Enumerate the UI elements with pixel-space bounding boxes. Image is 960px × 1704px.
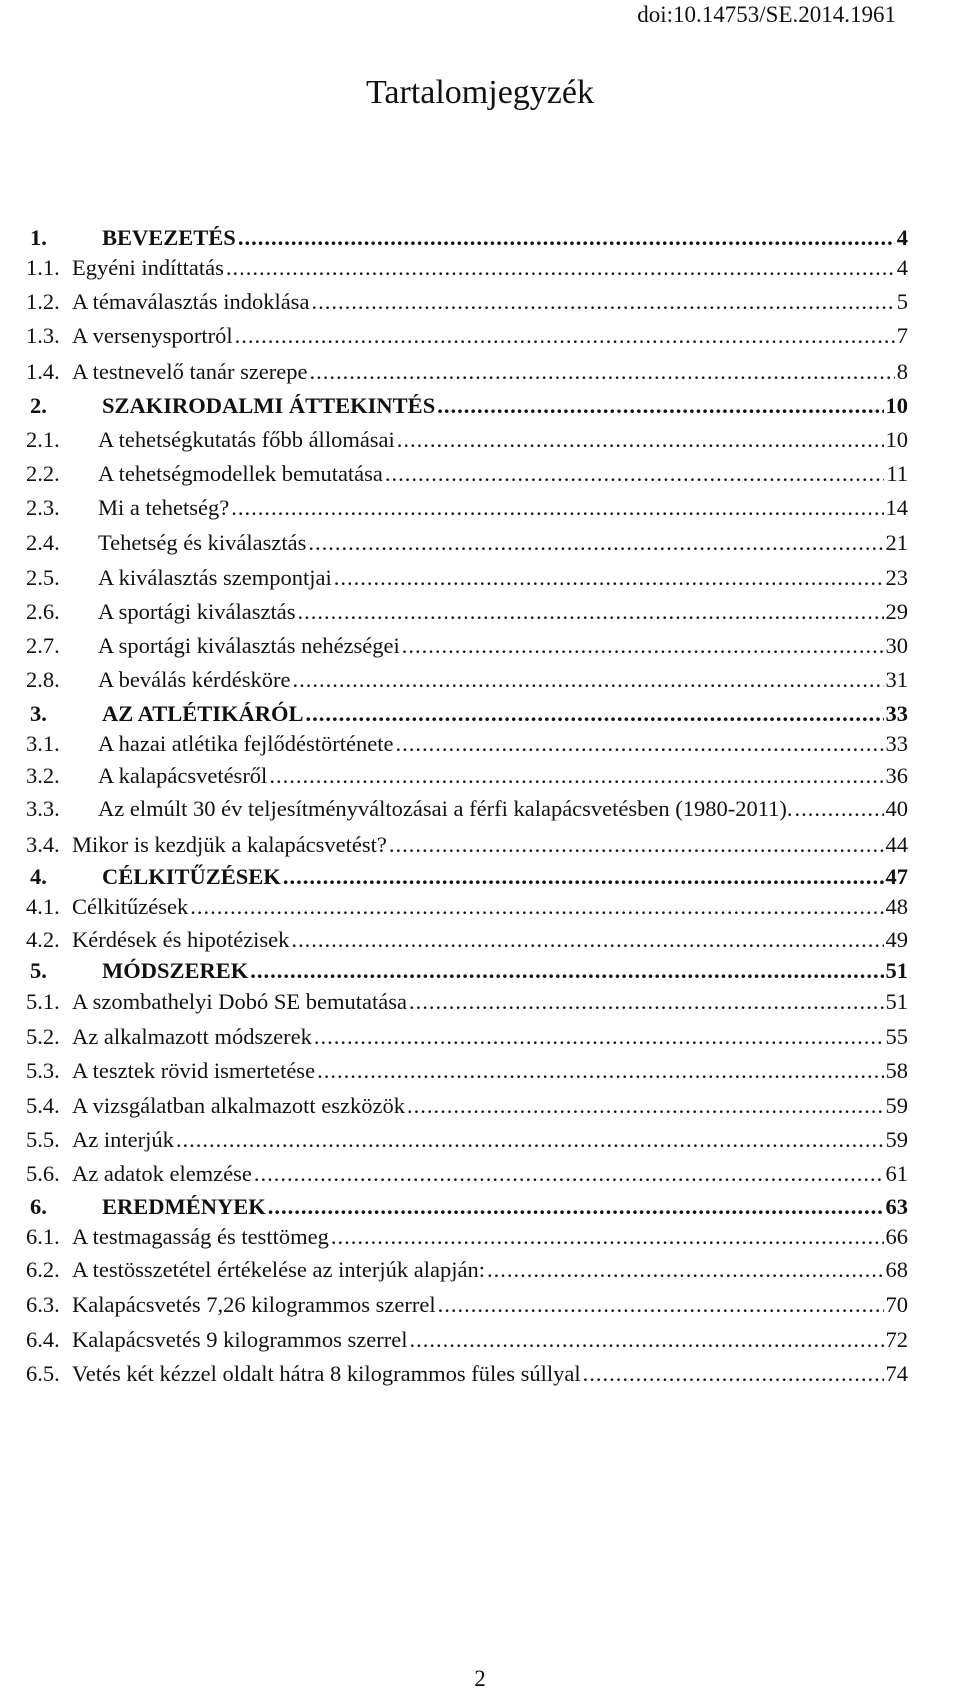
toc-entry-number: 2. xyxy=(30,393,47,418)
toc-leader-dots xyxy=(396,730,884,758)
toc-entry[interactable] xyxy=(26,762,908,790)
toc-entry[interactable] xyxy=(26,831,908,859)
toc-entry[interactable] xyxy=(26,1256,908,1284)
toc-entry-label: Célkitűzések xyxy=(72,894,189,919)
toc-leader-dots xyxy=(402,632,884,660)
toc-leader-dots xyxy=(311,288,894,316)
toc-entry-page: 33 xyxy=(885,701,908,726)
toc-entry-page: 31 xyxy=(885,667,908,692)
toc-entry-page: 61 xyxy=(885,1161,908,1186)
toc-leader-dots xyxy=(254,1160,884,1188)
toc-entry-page: 70 xyxy=(885,1292,908,1317)
toc-entry[interactable] xyxy=(26,529,908,557)
toc-entry-page: 40 xyxy=(885,796,908,821)
toc-entry-page: 59 xyxy=(885,1093,908,1118)
toc-entry-label: Az interjúk xyxy=(72,1127,174,1152)
toc-entry-number: 2.1. xyxy=(26,427,60,452)
toc-leader-dots xyxy=(385,460,884,488)
toc-entry-page: 5 xyxy=(896,289,908,314)
toc-entry[interactable] xyxy=(26,893,908,921)
toc-entry-label: A sportági kiválasztás xyxy=(98,599,296,624)
toc-entry[interactable] xyxy=(26,666,908,694)
toc-entry[interactable] xyxy=(26,494,908,522)
toc-entry-page: 55 xyxy=(885,1024,908,1049)
toc-entry-label: A beválás kérdésköre xyxy=(98,667,291,692)
toc-entry-number: 6.3. xyxy=(26,1292,60,1317)
toc-entry-number: 1.4. xyxy=(26,359,60,384)
toc-entry-page: 47 xyxy=(885,864,908,889)
toc-entry-label: Mi a tehetség? xyxy=(98,495,230,520)
toc-leader-dots xyxy=(410,1326,884,1354)
toc-entry-number: 4.2. xyxy=(26,927,60,952)
toc-leader-dots xyxy=(331,1223,884,1251)
toc-entry[interactable] xyxy=(26,1092,908,1120)
toc-entry-number: 5.2. xyxy=(26,1024,60,1049)
toc-leader-dots xyxy=(190,893,883,921)
table-of-contents xyxy=(26,0,934,1704)
toc-leader-dots xyxy=(795,795,884,823)
toc-entry-page: 29 xyxy=(885,599,908,624)
toc-entry-label: A tehetségkutatás főbb állomásai xyxy=(98,427,395,452)
toc-entry[interactable] xyxy=(30,957,908,985)
page-number: 2 xyxy=(474,1666,486,1691)
toc-entry[interactable] xyxy=(26,460,908,488)
toc-entry-page: 51 xyxy=(885,989,908,1014)
toc-entry-label: A hazai atlétika fejlődéstörténete xyxy=(98,731,394,756)
toc-entry-number: 5. xyxy=(30,958,47,983)
toc-entry-page: 4 xyxy=(896,225,908,250)
toc-entry-page: 68 xyxy=(885,1257,908,1282)
toc-entry-number: 2.3. xyxy=(26,495,60,520)
toc-entry[interactable] xyxy=(30,1193,908,1221)
toc-entry-number: 6.5. xyxy=(26,1361,60,1386)
toc-entry-page: 11 xyxy=(886,461,908,486)
toc-entry[interactable] xyxy=(26,632,908,660)
toc-entry-number: 1.3. xyxy=(26,323,60,348)
toc-leader-dots xyxy=(308,529,883,557)
toc-entry-number: 3.4. xyxy=(26,832,60,857)
toc-entry[interactable] xyxy=(26,926,908,954)
toc-entry-label: EREDMÉNYEK xyxy=(102,1194,266,1219)
toc-entry-number: 3.1. xyxy=(26,731,60,756)
toc-entry-label: Kalapácsvetés 7,26 kilogrammos szerrel xyxy=(72,1292,436,1317)
toc-entry-page: 4 xyxy=(896,255,908,280)
toc-entry-label: Kalapácsvetés 9 kilogrammos szerrel xyxy=(72,1327,408,1352)
toc-entry-number: 4.1. xyxy=(26,894,60,919)
toc-leader-dots xyxy=(306,700,884,728)
toc-entry[interactable] xyxy=(26,1023,908,1051)
toc-entry[interactable] xyxy=(26,564,908,592)
toc-entry-label: Az elmúlt 30 év teljesítményváltozásai a férfi kalapácsvetésben (1980-2011). xyxy=(98,796,793,821)
toc-leader-dots xyxy=(291,926,883,954)
toc-entry-number: 2.5. xyxy=(26,565,60,590)
toc-entry-page: 49 xyxy=(885,927,908,952)
toc-entry-page: 72 xyxy=(885,1327,908,1352)
toc-entry-number: 5.4. xyxy=(26,1093,60,1118)
toc-entry-label: Egyéni indíttatás xyxy=(72,255,224,280)
toc-entry-page: 36 xyxy=(885,763,908,788)
toc-entry-label: SZAKIRODALMI ÁTTEKINTÉS xyxy=(102,393,436,418)
toc-entry-number: 3. xyxy=(30,701,47,726)
toc-entry-page: 10 xyxy=(885,393,908,418)
toc-entry-number: 4. xyxy=(30,864,47,889)
toc-leader-dots xyxy=(437,392,883,420)
toc-entry-number: 1.2. xyxy=(26,289,60,314)
toc-entry-number: 2.6. xyxy=(26,599,60,624)
toc-entry[interactable] xyxy=(30,700,908,728)
toc-entry[interactable] xyxy=(26,988,908,1016)
toc-leader-dots xyxy=(397,426,884,454)
toc-entry[interactable] xyxy=(30,224,908,252)
toc-entry-label: A vizsgálatban alkalmazott eszközök xyxy=(72,1093,406,1118)
toc-leader-dots xyxy=(438,1291,884,1319)
toc-entry-number: 5.1. xyxy=(26,989,60,1014)
toc-leader-dots xyxy=(269,762,883,790)
toc-entry[interactable] xyxy=(26,1326,908,1354)
toc-entry-page: 59 xyxy=(885,1127,908,1152)
toc-leader-dots xyxy=(250,957,883,985)
toc-leader-dots xyxy=(226,254,895,282)
toc-leader-dots xyxy=(231,494,883,522)
toc-entry-label: A kalapácsvetésről xyxy=(98,763,268,788)
toc-leader-dots xyxy=(238,224,895,252)
toc-entry-page: 23 xyxy=(885,565,908,590)
toc-entry-label: MÓDSZEREK xyxy=(102,958,249,983)
toc-entry-page: 66 xyxy=(885,1224,908,1249)
toc-entry-label: A testösszetétel értékelése az interjúk alapján: xyxy=(72,1257,485,1282)
toc-entry-label: Vetés két kézzel oldalt hátra 8 kilogrammos füles súllyal xyxy=(72,1361,581,1386)
toc-entry-page: 8 xyxy=(896,359,908,384)
toc-entry-number: 6. xyxy=(30,1194,47,1219)
toc-leader-dots xyxy=(317,1057,883,1085)
toc-entry-label: Kérdések és hipotézisek xyxy=(72,927,290,952)
toc-entry-label: A témaválasztás indoklása xyxy=(72,289,310,314)
toc-entry-label: A sportági kiválasztás nehézségei xyxy=(98,633,400,658)
toc-leader-dots xyxy=(292,666,883,694)
toc-entry[interactable] xyxy=(30,863,908,891)
toc-entry-label: Tehetség és kiválasztás xyxy=(98,530,307,555)
page-title: Tartalomjegyzék xyxy=(366,74,594,111)
toc-entry-page: 74 xyxy=(885,1361,908,1386)
toc-leader-dots xyxy=(176,1126,884,1154)
toc-entry[interactable] xyxy=(26,358,908,386)
toc-entry-label: Az adatok elemzése xyxy=(72,1161,252,1186)
toc-entry-page: 48 xyxy=(885,894,908,919)
toc-entry-page: 58 xyxy=(885,1058,908,1083)
toc-leader-dots xyxy=(409,988,884,1016)
toc-entry-number: 1.1. xyxy=(26,255,60,280)
toc-entry-label: A testnevelő tanár szerepe xyxy=(72,359,308,384)
toc-entry[interactable] xyxy=(30,392,908,420)
toc-entry-number: 3.3. xyxy=(26,796,60,821)
toc-entry[interactable] xyxy=(26,1126,908,1154)
toc-entry-label: A tehetségmodellek bemutatása xyxy=(98,461,383,486)
toc-leader-dots xyxy=(283,863,884,891)
toc-leader-dots xyxy=(487,1256,884,1284)
toc-entry-number: 2.7. xyxy=(26,633,60,658)
toc-entry-label: A tesztek rövid ismertetése xyxy=(72,1058,316,1083)
toc-entry[interactable] xyxy=(26,598,908,626)
toc-entry[interactable] xyxy=(26,322,908,350)
toc-entry-page: 21 xyxy=(885,530,908,555)
toc-entry-label: Az alkalmazott módszerek xyxy=(72,1024,312,1049)
toc-leader-dots xyxy=(389,831,884,859)
toc-entry-label: A versenysportról xyxy=(72,323,233,348)
toc-entry-page: 51 xyxy=(885,958,908,983)
toc-entry-page: 44 xyxy=(885,832,908,857)
toc-entry-number: 5.5. xyxy=(26,1127,60,1152)
toc-leader-dots xyxy=(310,358,895,386)
toc-entry[interactable] xyxy=(26,730,908,758)
toc-entry[interactable] xyxy=(26,254,908,282)
toc-entry-number: 2.8. xyxy=(26,667,60,692)
toc-entry-number: 5.3. xyxy=(26,1058,60,1083)
toc-entry-number: 5.6. xyxy=(26,1161,60,1186)
doi-header: doi:10.14753/SE.2014.1961 xyxy=(637,2,896,27)
toc-entry-number: 2.2. xyxy=(26,461,60,486)
toc-entry-page: 7 xyxy=(896,323,908,348)
toc-entry-page: 30 xyxy=(885,633,908,658)
toc-leader-dots xyxy=(407,1092,883,1120)
toc-entry-label: A testmagasság és testtömeg xyxy=(72,1224,329,1249)
toc-leader-dots xyxy=(235,322,895,350)
toc-entry-label: BEVEZETÉS xyxy=(102,225,236,250)
toc-entry[interactable] xyxy=(26,1057,908,1085)
toc-entry-page: 10 xyxy=(885,427,908,452)
toc-entry-number: 3.2. xyxy=(26,763,60,788)
toc-entry-page: 14 xyxy=(885,495,908,520)
toc-entry-number: 2.4. xyxy=(26,530,60,555)
toc-entry-number: 1. xyxy=(30,225,47,250)
toc-entry-label: A szombathelyi Dobó SE bemutatása xyxy=(72,989,407,1014)
toc-leader-dots xyxy=(268,1193,884,1221)
toc-entry-page: 33 xyxy=(885,731,908,756)
toc-entry-label: CÉLKITŰZÉSEK xyxy=(102,864,281,889)
toc-entry[interactable] xyxy=(26,1160,908,1188)
toc-entry[interactable] xyxy=(26,426,908,454)
toc-entry[interactable] xyxy=(26,795,908,823)
toc-leader-dots xyxy=(583,1360,884,1388)
toc-entry-label: Mikor is kezdjük a kalapácsvetést? xyxy=(72,832,387,857)
toc-entry[interactable] xyxy=(26,288,908,316)
toc-leader-dots xyxy=(314,1023,884,1051)
toc-entry[interactable] xyxy=(26,1360,908,1388)
toc-entry[interactable] xyxy=(26,1223,908,1251)
toc-entry-page: 63 xyxy=(885,1194,908,1219)
toc-entry-label: AZ ATLÉTIKÁRÓL xyxy=(102,701,304,726)
toc-leader-dots xyxy=(334,564,884,592)
toc-entry-label: A kiválasztás szempontjai xyxy=(98,565,332,590)
toc-entry-number: 6.2. xyxy=(26,1257,60,1282)
toc-leader-dots xyxy=(297,598,883,626)
toc-entry-number: 6.4. xyxy=(26,1327,60,1352)
toc-entry[interactable] xyxy=(26,1291,908,1319)
toc-entry-number: 6.1. xyxy=(26,1224,60,1249)
